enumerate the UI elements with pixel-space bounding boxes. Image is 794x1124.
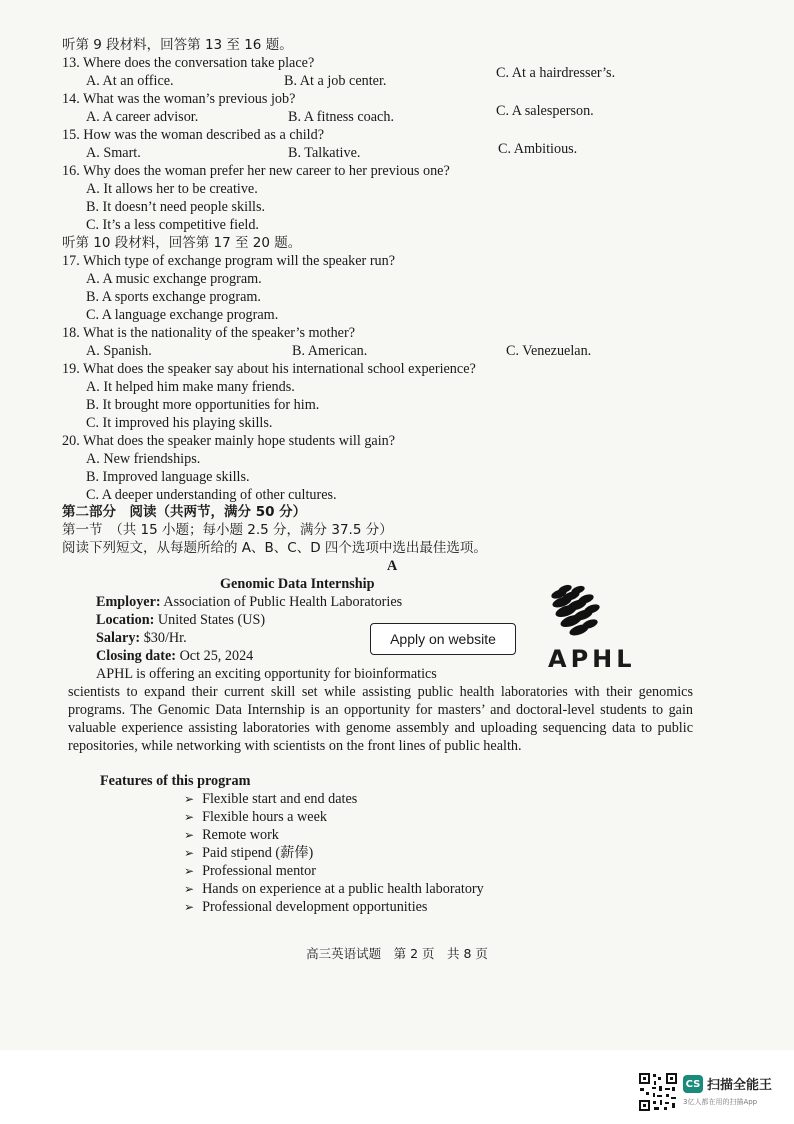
apply-button[interactable]: Apply on website [370,623,516,655]
arrow-bullet-icon: ➢ [184,900,195,914]
scanner-tagline: 3亿人都在用的扫描App [683,1098,758,1106]
q14-option-a: A. A career advisor. [86,109,199,125]
employer-label: Employer: [96,594,161,610]
arrow-bullet-icon: ➢ [184,828,195,842]
location-value: United States (US) [157,612,266,628]
q16-stem: 16. Why does the woman prefer her new career to her previous one? [62,163,450,179]
list-item: ➢ Paid stipend (薪俸) [184,845,314,861]
q16-option-c: C. It’s a less competitive field. [86,217,259,233]
features-title: Features of this program [100,773,251,789]
q19-stem: 19. What does the speaker say about his international school experience? [62,361,476,377]
q15-option-c: C. Ambitious. [498,141,578,157]
arrow-bullet-icon: ➢ [184,882,195,896]
q13-option-a: A. At an office. [86,73,174,89]
location-line [96,611,265,629]
paragraph-body: scientists to expand their current skill set while assisting public health laboratories with their genomics programs. The Genomic Data Internship is an opportunity for masters’ and doctoral-level students to gain valuable experience assisting laboratories with genome assembly and uploading sequencing data to public repositories, while networking with scientists on the front lines of public health. [68,684,693,754]
q18-option-b: B. American. [292,343,368,359]
q15-stem: 15. How was the woman described as a child? [62,127,324,143]
employer-value: Association of Public Health Laboratories [163,594,403,610]
q14-option-c: C. A salesperson. [496,103,594,119]
closing-label: Closing date: [96,648,177,664]
arrow-bullet-icon: ➢ [184,864,195,878]
q13-option-b: B. At a job center. [284,73,387,89]
salary-line [96,629,187,647]
reading-section-title: 第一节 （共 15 小题；每小题 2.5 分，满分 37.5 分） [62,522,393,538]
q17-option-c: C. A language exchange program. [86,307,279,323]
passage-title: Genomic Data Internship [220,576,375,592]
q19-option-b: B. It brought more opportunities for him. [86,397,320,413]
list-item: ➢ Remote work [184,827,279,843]
location-label: Location: [96,612,155,628]
closing-line [96,647,253,665]
q14-stem: 14. What was the woman’s previous job? [62,91,296,107]
list-item: ➢ Professional mentor [184,863,316,879]
page-footer: 高三英语试题 第 2 页 共 8 页 [306,946,488,961]
list-item: ➢ Hands on experience at a public health laboratory [184,881,484,897]
section10-intro: 听第 10 段材料，回答第 17 至 20 题。 [62,235,302,251]
q18-stem: 18. What is the nationality of the speaker’s mother? [62,325,355,341]
arrow-bullet-icon: ➢ [184,792,195,806]
employer-line [96,593,402,611]
salary-label: Salary: [96,630,141,646]
list-item: ➢ Flexible start and end dates [184,791,358,807]
arrow-bullet-icon: ➢ [184,810,195,824]
q13-stem: 13. Where does the conversation take place? [62,55,315,71]
q19-option-a: A. It helped him make many friends. [86,379,295,395]
reading-part-title: 第二部分 阅读（共两节，满分 50 分） [62,504,307,520]
q17-option-b: B. A sports exchange program. [86,289,261,305]
q19-option-c: C. It improved his playing skills. [86,415,273,431]
arrow-bullet-icon: ➢ [184,846,195,860]
q18-option-c: C. Venezuelan. [506,343,592,359]
list-item: ➢ Professional development opportunities [184,899,428,915]
aphl-logo-text: APHL [548,645,636,673]
q20-option-c: C. A deeper understanding of other cultures. [86,487,337,503]
scanner-app-name: 扫描全能王 [707,1078,773,1093]
q17-option-a: A. A music exchange program. [86,271,262,287]
q20-option-b: B. Improved language skills. [86,469,250,485]
q16-option-b: B. It doesn’t need people skills. [86,199,266,215]
section9-intro: 听第 9 段材料，回答第 13 至 16 题。 [62,37,293,53]
q20-option-a: A. New friendships. [86,451,201,467]
list-item: ➢ Flexible hours a week [184,809,327,825]
passage-letter: A [387,558,398,574]
q15-option-a: A. Smart. [86,145,141,161]
q17-stem: 17. Which type of exchange program will the speaker run? [62,253,396,269]
camscanner-logo-icon: CS [683,1075,703,1093]
closing-value: Oct 25, 2024 [179,648,254,664]
reading-instructions: 阅读下列短文，从每题所给的 A、B、C、D 四个选项中选出最佳选项。 [62,540,487,556]
q20-stem: 20. What does the speaker mainly hope students will gain? [62,433,396,449]
q15-option-b: B. Talkative. [288,145,361,161]
q13-option-c: C. At a hairdresser’s. [496,65,616,81]
paragraph-line1: APHL is offering an exciting opportunity for bioinformatics [96,666,437,682]
q18-option-a: A. Spanish. [86,343,152,359]
qr-code-icon [638,1072,678,1112]
q14-option-b: B. A fitness coach. [288,109,394,125]
salary-value: $30/Hr. [143,630,187,646]
q16-option-a: A. It allows her to be creative. [86,181,258,197]
